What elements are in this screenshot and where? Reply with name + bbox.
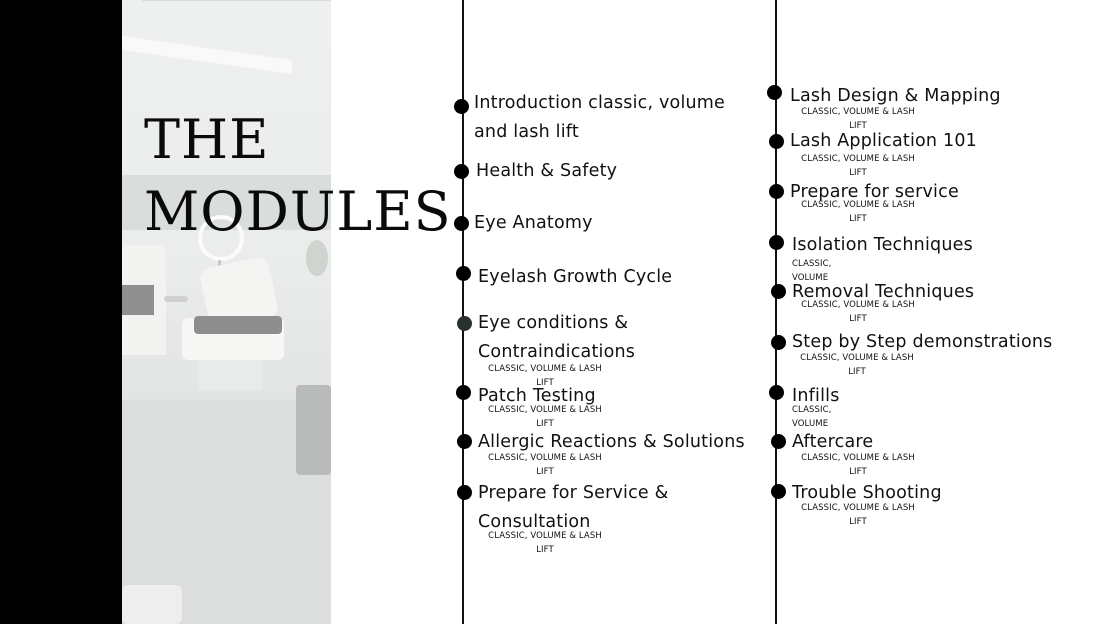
timeline-dot	[767, 85, 782, 100]
timeline-dot	[771, 335, 786, 350]
module-subtitle-line-2: LIFT	[849, 516, 867, 527]
timeline-dot	[769, 235, 784, 250]
module-title-line-2: and lash lift	[474, 122, 579, 142]
timeline-dot	[771, 284, 786, 299]
timeline-dot	[769, 385, 784, 400]
module-title-line-1: Lash Design & Mapping	[790, 86, 1001, 106]
module-subtitle	[788, 299, 928, 326]
timeline-dot	[771, 434, 786, 449]
module-title-line-1: Trouble Shooting	[792, 483, 942, 503]
module-title-line-1: Eye conditions &	[478, 313, 629, 333]
timeline-dot	[454, 216, 469, 231]
timeline-dot	[771, 484, 786, 499]
timeline-dot	[456, 266, 471, 281]
module-title	[792, 231, 973, 260]
module-title-line-1: Isolation Techniques	[792, 235, 973, 255]
module-subtitle-line-1: CLASSIC, VOLUME & LASH	[801, 453, 915, 463]
module-title	[478, 309, 635, 367]
module-subtitle	[788, 153, 928, 180]
timeline-dot	[457, 434, 472, 449]
module-title-line-1: Infills	[792, 386, 840, 406]
module-subtitle-line-2: LIFT	[849, 167, 867, 178]
module-title-line-1: Eyelash Growth Cycle	[478, 267, 673, 287]
module-subtitle-line-1: CLASSIC, VOLUME & LASH	[488, 364, 602, 374]
module-title-line-1: Lash Application 101	[790, 131, 977, 151]
module-subtitle	[788, 452, 928, 479]
module-subtitle-line-2: LIFT	[849, 466, 867, 477]
module-subtitle-line-1: CLASSIC, VOLUME & LASH	[801, 503, 915, 513]
module-title-line-1: Allergic Reactions & Solutions	[478, 432, 745, 452]
module-subtitle	[475, 530, 615, 557]
module-title-line-1: Aftercare	[792, 432, 874, 452]
module-subtitle-line-1: CLASSIC, VOLUME & LASH	[800, 353, 914, 363]
timeline-dot	[456, 385, 471, 400]
module-subtitle-line-2: LIFT	[849, 213, 867, 224]
module-title	[478, 479, 669, 537]
module-title-line-1: Prepare for service	[790, 182, 959, 202]
module-title-line-2: Consultation	[478, 512, 591, 532]
module-subtitle-line-1: CLASSIC, VOLUME & LASH	[488, 405, 602, 415]
slide-title-line-1: THE	[144, 108, 270, 171]
timeline-dot	[454, 164, 469, 179]
module-subtitle	[475, 452, 615, 479]
timeline-line-left	[462, 0, 464, 624]
module-title-line-1: Health & Safety	[476, 161, 618, 181]
module-title-line-1: Eye Anatomy	[474, 213, 593, 233]
module-title-line-1: Step by Step demonstrations	[792, 332, 1053, 352]
module-subtitle	[792, 404, 831, 431]
module-title-line-2: Contraindications	[478, 342, 636, 362]
module-subtitle-line-2: LIFT	[536, 544, 554, 555]
module-subtitle-line-2: LIFT	[536, 377, 554, 388]
timeline-dot	[769, 184, 784, 199]
module-subtitle	[475, 404, 615, 431]
module-title	[790, 127, 977, 156]
module-subtitle-line-1: CLASSIC, VOLUME & LASH	[801, 200, 915, 210]
slide-title-line-2: MODULES	[144, 180, 452, 243]
module-subtitle	[787, 352, 927, 379]
timeline-dot	[457, 485, 472, 500]
module-subtitle-line-1: CLASSIC, VOLUME & LASH	[488, 453, 602, 463]
module-subtitle-line-2: LIFT	[536, 418, 554, 429]
module-title	[478, 263, 672, 292]
module-subtitle-line-1: CLASSIC, VOLUME & LASH	[801, 107, 915, 117]
module-subtitle-line-2: LIFT	[849, 313, 867, 324]
module-title	[474, 89, 725, 147]
module-subtitle-line-1: CLASSIC, VOLUME & LASH	[488, 531, 602, 541]
module-subtitle-line-1: CLASSIC, VOLUME & LASH	[801, 300, 915, 310]
module-title-line-1: Patch Testing	[478, 386, 596, 406]
module-title	[474, 209, 593, 238]
module-title	[476, 157, 617, 186]
slide-title	[144, 104, 452, 248]
module-subtitle	[788, 199, 928, 226]
module-subtitle-line-2: LIFT	[536, 466, 554, 477]
timeline-dot	[769, 134, 784, 149]
module-subtitle-line-1: CLASSIC, VOLUME	[792, 259, 832, 283]
module-title-line-1: Removal Techniques	[792, 282, 975, 302]
module-subtitle-line-2: LIFT	[848, 366, 866, 377]
module-subtitle-line-1: CLASSIC, VOLUME & LASH	[801, 154, 915, 164]
side-black-strip	[0, 0, 122, 624]
module-title-line-1: Prepare for Service &	[478, 483, 669, 503]
module-title-line-1: Introduction classic, volume	[474, 93, 726, 113]
module-subtitle-line-1: CLASSIC, VOLUME	[792, 405, 832, 429]
module-subtitle-line-2: LIFT	[849, 120, 867, 131]
module-subtitle	[788, 502, 928, 529]
timeline-dot	[454, 99, 469, 114]
salon-photo	[122, 0, 331, 624]
timeline-dot	[457, 316, 472, 331]
